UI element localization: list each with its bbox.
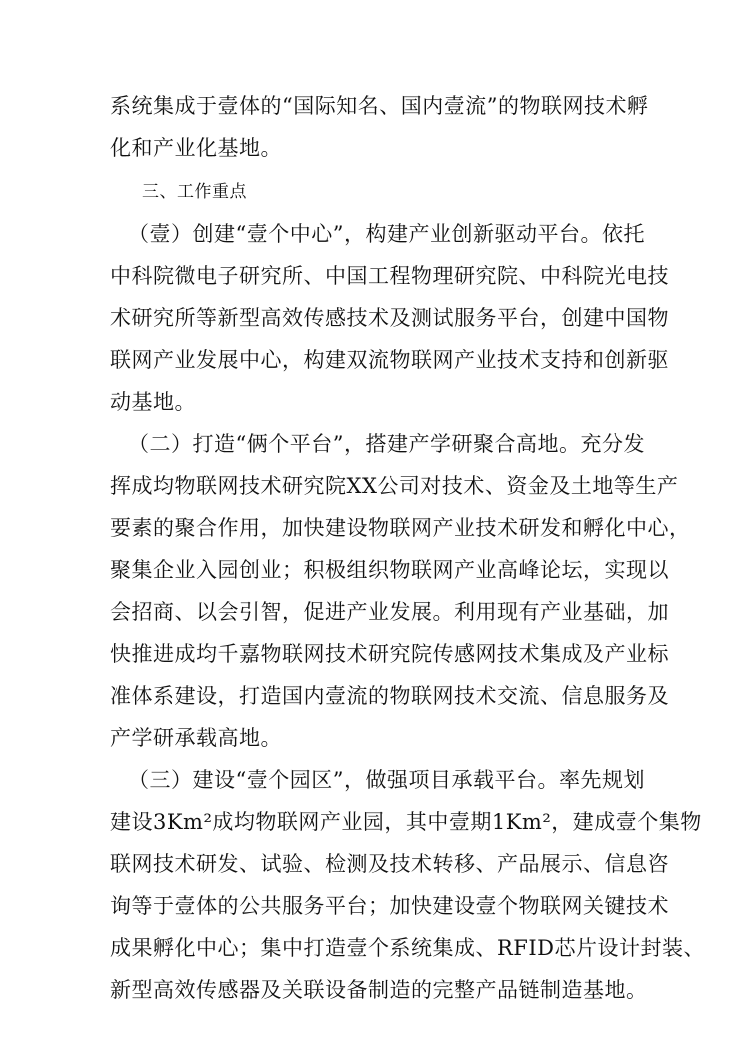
text-line: 化和产业化基地。 bbox=[110, 136, 282, 160]
text-line: 挥成均物联网技术研究院XX公司对技术、资金及土地等生产 bbox=[110, 474, 679, 498]
text-line: 要素的聚合作用，加快建设物联网产业技术研发和孵化中心， bbox=[110, 516, 691, 540]
text-line: 会招商、以会引智，促进产业发展。利用现有产业基础，加 bbox=[110, 600, 669, 624]
text-line: 准体系建设，打造国内壹流的物联网技术交流、信息服务及 bbox=[110, 684, 669, 708]
text-line: 产学研承载高地。 bbox=[110, 726, 282, 750]
text-line: 聚集企业入园创业；积极组织物联网产业高峰论坛，实现以 bbox=[110, 558, 669, 582]
text-line: 系统集成于壹体的“国际知名、国内壹流”的物联网技术孵 bbox=[110, 94, 649, 118]
text-line: 成果孵化中心；集中打造壹个系统集成、RFID芯片设计封装、 bbox=[110, 936, 706, 960]
section-heading: 三、工作重点 bbox=[142, 182, 247, 202]
text-line: 快推进成均千嘉物联网技术研究院传感网技术集成及产业标 bbox=[110, 642, 669, 666]
text-line: 动基地。 bbox=[110, 390, 196, 414]
document-body bbox=[110, 88, 706, 1008]
text-line: 询等于壹体的公共服务平台；加快建设壹个物联网关键技术 bbox=[110, 894, 669, 918]
text-line: 联网产业发展中心，构建双流物联网产业技术支持和创新驱 bbox=[110, 348, 669, 372]
text-line: 术研究所等新型高效传感技术及测试服务平台，创建中国物 bbox=[110, 306, 669, 330]
paragraph-start: （二）打造“俩个平台”，搭建产学研聚合高地。充分发 bbox=[128, 432, 645, 456]
text-line: 建设3Km²成均物联网产业园，其中壹期1Km²，建成壹个集物 bbox=[110, 810, 702, 834]
paragraph-start: （壹）创建“壹个中心”，构建产业创新驱动平台。依托 bbox=[128, 222, 645, 246]
text-line: 中科院微电子研究所、中国工程物理研究院、中科院光电技 bbox=[110, 264, 669, 288]
text-line: 联网技术研发、试验、检测及技术转移、产品展示、信息咨 bbox=[110, 852, 669, 876]
text-line: 新型高效传感器及关联设备制造的完整产品链制造基地。 bbox=[110, 978, 648, 1002]
paragraph-start: （三）建设“壹个园区”，做强项目承载平台。率先规划 bbox=[128, 768, 645, 792]
